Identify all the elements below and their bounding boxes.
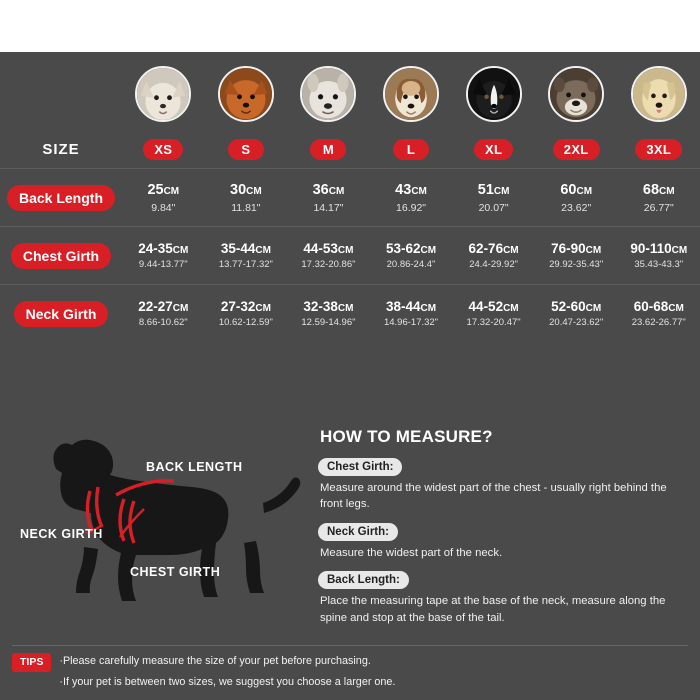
measurement-diagram — [12, 421, 312, 626]
value-inch: 10.62-12.59" — [218, 317, 273, 329]
chest-girth-m — [287, 241, 370, 271]
unit-cm: CM — [420, 302, 437, 314]
value-inch: 13.77-17.32" — [218, 259, 273, 271]
size-cell-2xl — [535, 139, 618, 160]
neck-girth-s — [205, 299, 288, 329]
value-inch: 11.81" — [231, 201, 261, 214]
unit-cm: CM — [576, 186, 593, 198]
french-bulldog-photo — [287, 66, 370, 122]
back-length-label-cell — [0, 185, 122, 211]
howto-item-chest — [318, 457, 688, 513]
value-inch: 17.32-20.86" — [301, 259, 356, 271]
chest-girth-2xl — [535, 241, 618, 271]
value-inch: 35.43-43.3" — [634, 259, 684, 271]
value-inch: 20.47-23.62" — [549, 317, 604, 329]
value-cm: 90-110 — [630, 240, 672, 256]
back-length-label: Back Length — [7, 185, 115, 211]
value-cm: 44-53 — [303, 240, 338, 256]
dog-photo-row — [0, 58, 700, 130]
back-length-2xl — [535, 181, 618, 213]
howto-tag-chest: Chest Girth: — [318, 458, 402, 476]
diagram-label-back-length: BACK LENGTH — [146, 460, 243, 474]
unit-cm: CM — [493, 186, 510, 198]
value-inch: 14.17" — [313, 201, 344, 214]
neck-girth-l — [370, 299, 453, 329]
tips-badge: TIPS — [12, 653, 51, 672]
howto-text-back: Place the measuring tape at the base of the neck, measure along the spine and stop at the base of the tail. — [320, 595, 666, 624]
value-cm: 62-76 — [468, 240, 504, 256]
unit-cm: CM — [671, 244, 688, 256]
size-cell-s — [205, 139, 288, 160]
back-length-row — [0, 168, 700, 226]
neck-girth-m — [287, 299, 370, 329]
unit-cm: CM — [668, 302, 684, 314]
chihuahua-photo — [122, 66, 205, 122]
tips-section — [12, 651, 688, 692]
value-cm: 22-27 — [138, 298, 173, 314]
back-length-s — [205, 181, 288, 213]
size-badge: L — [393, 139, 429, 160]
back-length-l — [370, 181, 453, 213]
unit-cm: CM — [337, 244, 354, 256]
value-cm: 68 — [642, 182, 660, 199]
unit-cm: CM — [659, 186, 675, 198]
how-to-measure-panel — [318, 427, 688, 635]
tips-line-2: ·If your pet is between two sizes, we suggest you choose a larger one. — [59, 675, 396, 688]
unit-cm: CM — [255, 302, 271, 314]
unit-cm: CM — [328, 186, 345, 198]
back-length-m — [287, 181, 370, 213]
unit-cm: CM — [337, 302, 354, 314]
unit-cm: CM — [503, 302, 519, 314]
value-cm: 25 — [147, 182, 164, 199]
value-cm: 53-62 — [385, 240, 421, 256]
tips-line-1: ·Please carefully measure the size of your pet before purchasing. — [59, 655, 371, 667]
labrador-photo — [617, 66, 700, 122]
unit-cm: CM — [411, 186, 427, 198]
value-inch: 23.62" — [561, 201, 592, 214]
value-inch: 20.07" — [478, 201, 509, 214]
bottom-section — [0, 415, 700, 645]
value-cm: 76-90 — [551, 240, 586, 256]
neck-girth-xl — [452, 299, 535, 329]
howto-item-neck — [318, 522, 688, 561]
value-cm: 24-35 — [138, 240, 173, 256]
howto-tag-neck: Neck Girth: — [318, 523, 398, 541]
back-length-3xl — [617, 181, 700, 213]
chest-girth-s — [205, 241, 288, 271]
how-to-measure-title: HOW TO MEASURE? — [320, 427, 493, 446]
chest-girth-l — [370, 241, 453, 271]
unit-cm: CM — [172, 244, 189, 256]
value-inch: 29.92-35.43" — [549, 259, 604, 271]
howto-text-neck: Measure the widest part of the neck. — [320, 546, 503, 559]
value-inch: 12.59-14.96" — [301, 317, 356, 329]
size-header-row — [0, 130, 700, 168]
size-cell-3xl — [617, 139, 700, 160]
value-cm: 27-32 — [220, 298, 256, 314]
value-cm: 32-38 — [303, 298, 338, 314]
value-inch: 9.84" — [151, 201, 176, 214]
chest-girth-xs — [122, 241, 205, 271]
chest-girth-label-cell — [0, 243, 122, 269]
size-header-label-cell — [0, 141, 122, 158]
size-badge: 3XL — [635, 139, 682, 160]
neck-girth-label-cell — [0, 301, 122, 327]
value-inch: 14.96-17.32" — [383, 317, 439, 329]
neck-girth-2xl — [535, 299, 618, 329]
tips-divider — [12, 645, 688, 646]
chest-girth-xl — [452, 241, 535, 271]
neck-girth-row — [0, 284, 700, 342]
unit-cm: CM — [503, 244, 519, 256]
value-cm: 44-52 — [468, 298, 504, 314]
neck-girth-3xl — [617, 299, 700, 329]
back-length-xs — [122, 181, 205, 213]
value-cm: 52-60 — [551, 298, 586, 314]
bulldog-photo — [535, 66, 618, 122]
size-cell-xl — [452, 139, 535, 160]
unit-cm: CM — [420, 244, 437, 256]
diagram-label-neck-girth: NECK GIRTH — [20, 527, 103, 541]
size-table — [0, 58, 700, 342]
neck-girth-xs — [122, 299, 205, 329]
torn-paper-edge — [0, 0, 700, 52]
unit-cm: CM — [255, 244, 271, 256]
size-badge: XS — [143, 139, 183, 160]
value-cm: 60-68 — [633, 298, 669, 314]
unit-cm: CM — [163, 186, 180, 198]
unit-cm: CM — [172, 302, 189, 314]
howto-text-chest: Measure around the widest part of the chest - usually right behind the front legs. — [320, 482, 667, 511]
value-cm: 38-44 — [385, 298, 421, 314]
chest-girth-row — [0, 226, 700, 284]
size-cell-l — [370, 139, 453, 160]
unit-cm: CM — [585, 244, 602, 256]
chest-girth-label: Chest Girth — [11, 243, 111, 269]
pomeranian-photo — [205, 66, 288, 122]
value-inch: 26.77" — [643, 201, 674, 214]
chest-girth-3xl — [617, 241, 700, 271]
howto-tag-back: Back Length: — [318, 571, 409, 589]
value-inch: 8.66-10.62" — [138, 317, 188, 329]
border-collie-photo — [452, 66, 535, 122]
value-cm: 51 — [477, 182, 494, 199]
back-length-xl — [452, 181, 535, 213]
size-header-label: SIZE — [42, 140, 80, 158]
neck-girth-label: Neck Girth — [14, 301, 109, 327]
beagle-photo — [370, 66, 453, 122]
size-badge: M — [310, 139, 346, 160]
value-inch: 17.32-20.47" — [466, 317, 521, 329]
size-cell-m — [287, 139, 370, 160]
value-inch: 20.86-24.4" — [386, 259, 436, 271]
value-inch: 16.92" — [396, 201, 427, 214]
value-inch: 24.4-29.92" — [469, 259, 518, 271]
size-badge: 2XL — [553, 139, 600, 160]
value-inch: 9.44-13.77" — [138, 259, 188, 271]
diagram-label-chest-girth: CHEST GIRTH — [130, 565, 221, 579]
size-badge: S — [228, 139, 264, 160]
howto-item-back — [318, 570, 688, 626]
size-cell-xs — [122, 139, 205, 160]
value-cm: 35-44 — [220, 240, 256, 256]
tips-lines — [59, 651, 395, 692]
value-cm: 36 — [312, 182, 329, 199]
unit-cm: CM — [585, 302, 602, 314]
unit-cm: CM — [246, 186, 262, 198]
value-cm: 30 — [230, 182, 247, 199]
size-badge: XL — [474, 139, 513, 160]
value-cm: 43 — [395, 182, 412, 199]
value-cm: 60 — [560, 182, 577, 199]
value-inch: 23.62-26.77" — [631, 317, 686, 329]
